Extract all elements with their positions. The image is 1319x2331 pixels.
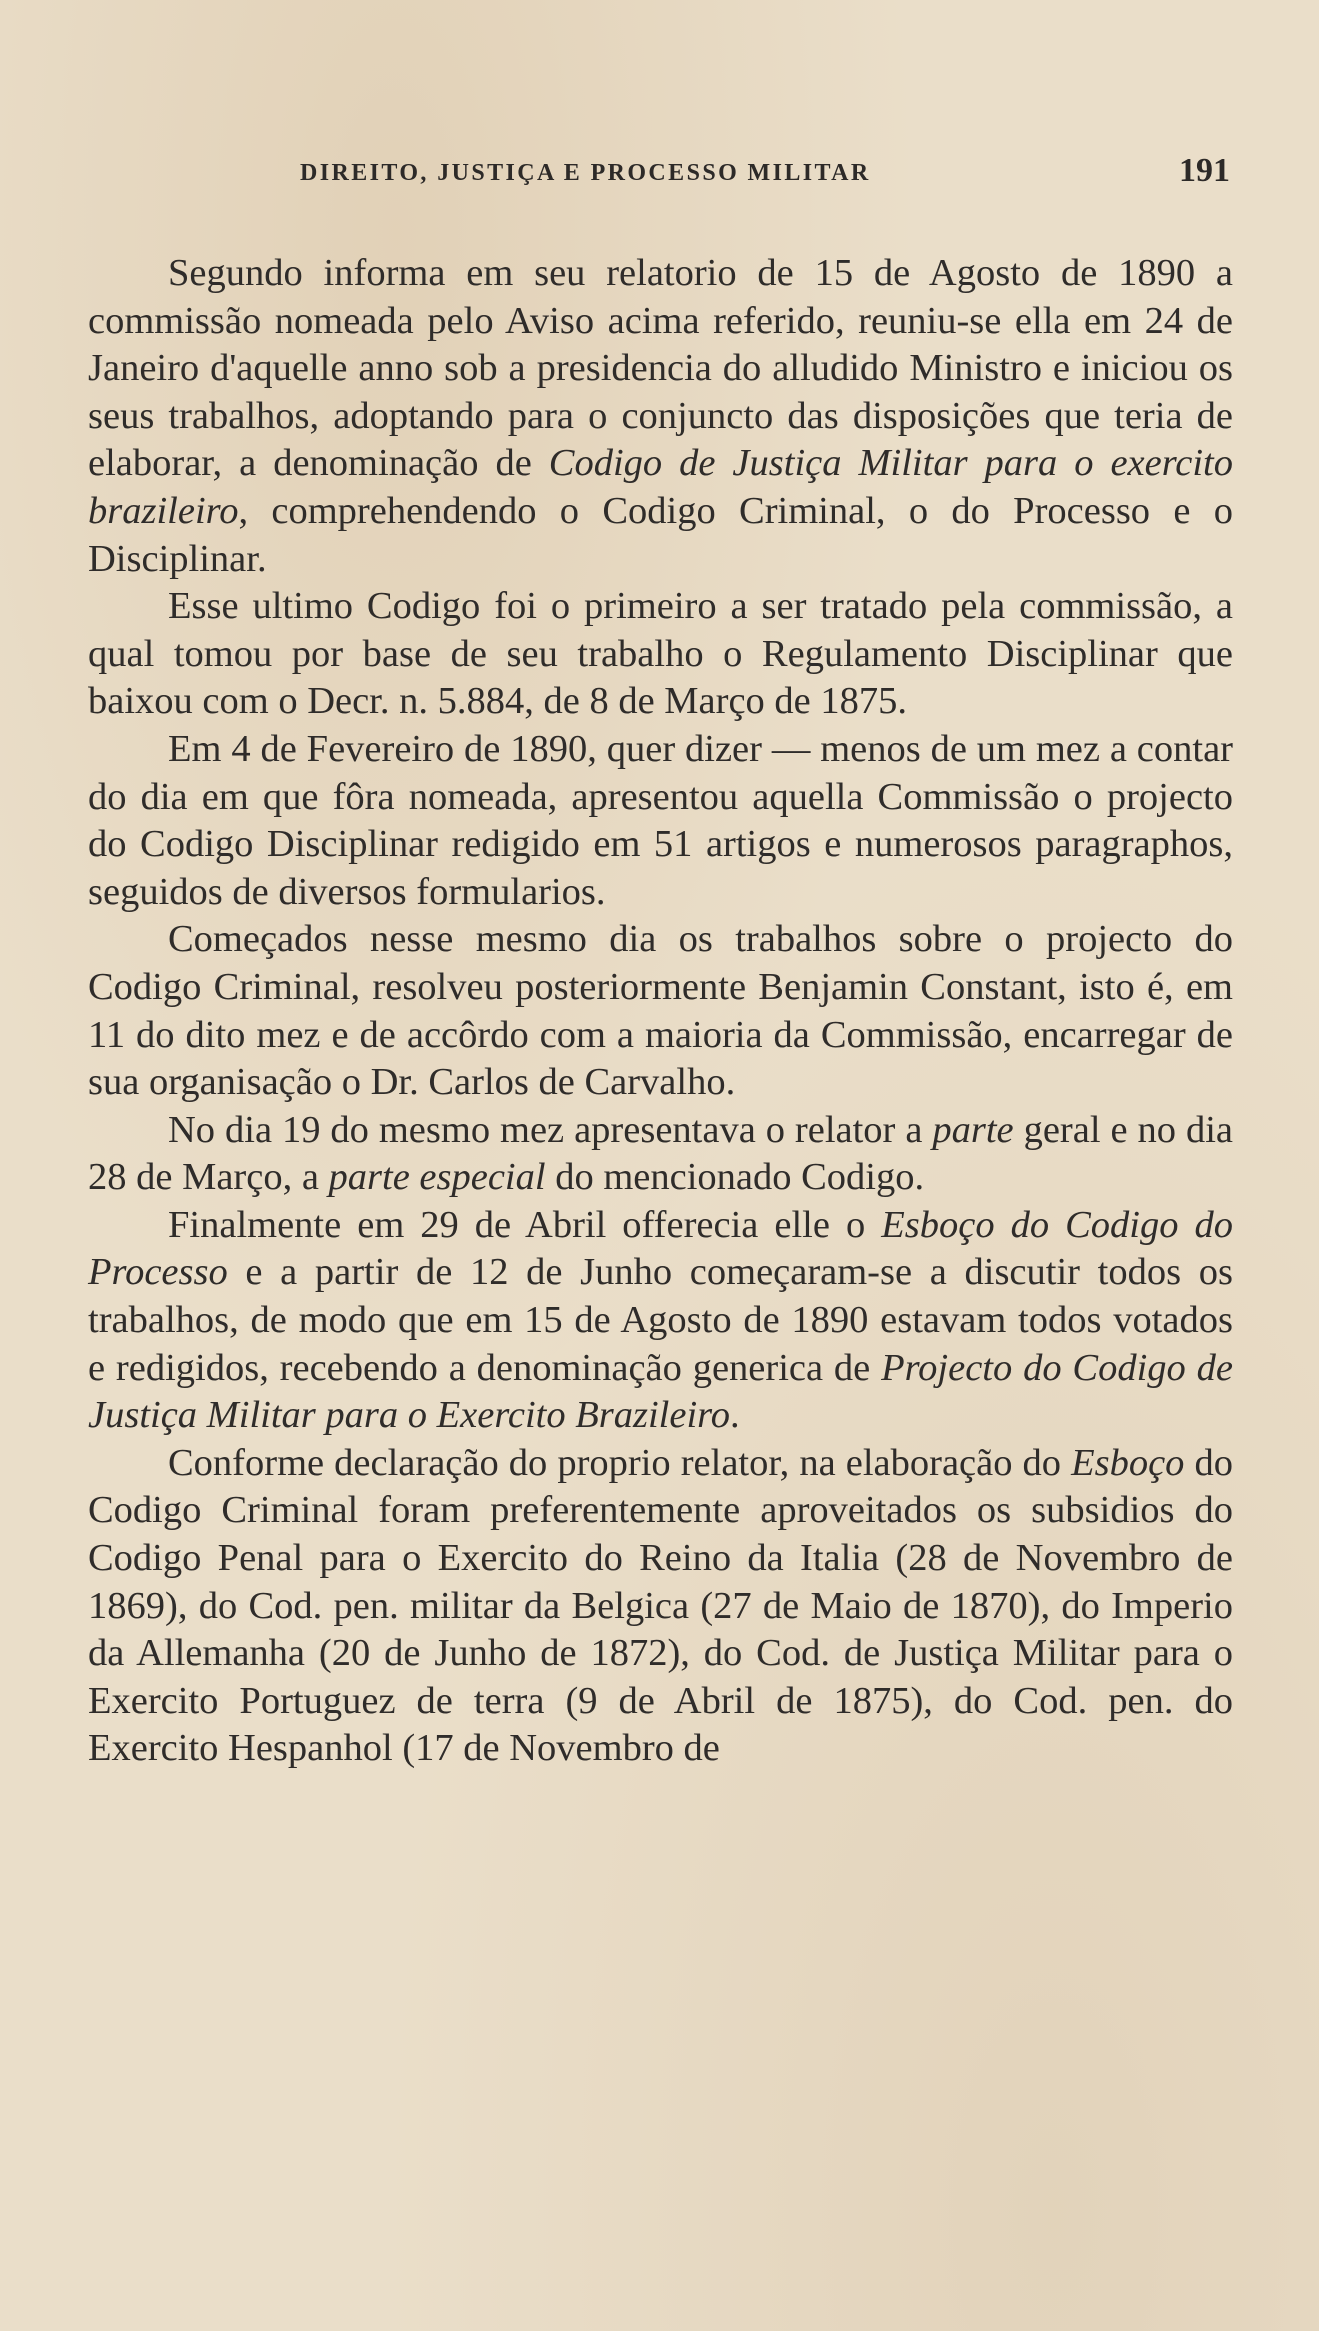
- text-segment: Esse ultimo Codigo foi o primeiro a ser tratado pela commissão, a qual tomou por base de seu trabalho o Regulamento Disciplinar que baixou com o Decr. n. 5.884, de 8 de Março de 1875.: [88, 585, 1233, 723]
- page-number: 191: [1179, 152, 1230, 189]
- text-segment: Finalmente em 29 de Abril offerecia elle o: [168, 1203, 882, 1246]
- paragraph: [88, 583, 1233, 726]
- paragraph: [88, 916, 1233, 1106]
- text-segment: .: [729, 1394, 740, 1437]
- text-segment: , comprehendendo o Codigo Criminal, o do Processo e o Disciplinar.: [88, 489, 1233, 580]
- paragraph: [88, 726, 1233, 916]
- text-segment: No dia 19 do mesmo mez apresentava o relator a: [168, 1108, 933, 1151]
- text-segment: geral e no dia 28 de Março, a: [88, 1108, 1233, 1199]
- italic-text-segment: Codigo de Justiça Militar para o exercito brazileiro: [88, 442, 1234, 532]
- text-segment: Começados nesse mesmo dia os trabalhos sobre o projecto do Codigo Criminal, resolveu posteriormente Benjamin Constant, isto é, em 11 do dito mez e de accôrdo com a maioria da Commissão, encarregar de sua organisação o Dr. Carlos de Carvalho.: [88, 918, 1233, 1104]
- italic-text-segment: parte: [932, 1108, 1014, 1151]
- paragraph: [88, 250, 1233, 583]
- paragraph: [88, 1202, 1233, 1440]
- text-segment: do mencionado Codigo.: [545, 1156, 925, 1199]
- body-text: [88, 250, 1233, 1773]
- italic-text-segment: parte especial: [328, 1156, 546, 1199]
- italic-text-segment: Esboço do Codigo do Processo: [88, 1203, 1233, 1294]
- italic-text-segment: Esboço: [1071, 1441, 1185, 1484]
- text-segment: e a partir de 12 de Junho começaram-se a discutir todos os trabalhos, de modo que em 15 de Agosto de 1890 estavam todos votados e redigidos, recebendo a denominação generica de: [88, 1251, 1233, 1389]
- text-segment: Em 4 de Fevereiro de 1890, quer dizer — menos de um mez a contar do dia em que fôra nomeada, apresentou aquella Commissão o projecto do Codigo Disciplinar redigido em 51 artigos e numerosos paragraphos, seguidos de diversos formularios.: [88, 727, 1233, 913]
- running-head: [300, 152, 1230, 192]
- italic-text-segment: Projecto do Codigo de Justiça Militar para o Exercito Brazileiro: [88, 1346, 1233, 1437]
- paragraph: [88, 1440, 1233, 1773]
- text-segment: do Codigo Criminal foram preferentemente aproveitados os subsidios do Codigo Penal para o Exercito do Reino da Italia (28 de Novembro de 1869), do Cod. pen. militar da Belgica (27 de Maio de 1870), do Imperio da Allemanha (20 de Junho de 1872), do Cod. de Justiça Militar para o Exercito Portuguez de terra (9 de Abril de 1875), do Cod. pen. do Exercito Hespanhol (17 de Novembro de: [88, 1441, 1233, 1770]
- text-segment: Conforme declaração do proprio relator, na elaboração do: [168, 1441, 1072, 1484]
- text-segment: Segundo informa em seu relatorio de 15 de Agosto de 1890 a commissão nomeada pelo Aviso acima referido, reuniu-se ella em 24 de Janeiro d'aquelle anno sob a presidencia do alludido Ministro e iniciou os seus trabalhos, adoptando para o conjuncto das disposições que teria de elaborar, a denominação de: [88, 252, 1233, 485]
- running-title: DIREITO, JUSTIÇA E PROCESSO MILITAR: [300, 160, 871, 186]
- paragraph: [88, 1107, 1233, 1202]
